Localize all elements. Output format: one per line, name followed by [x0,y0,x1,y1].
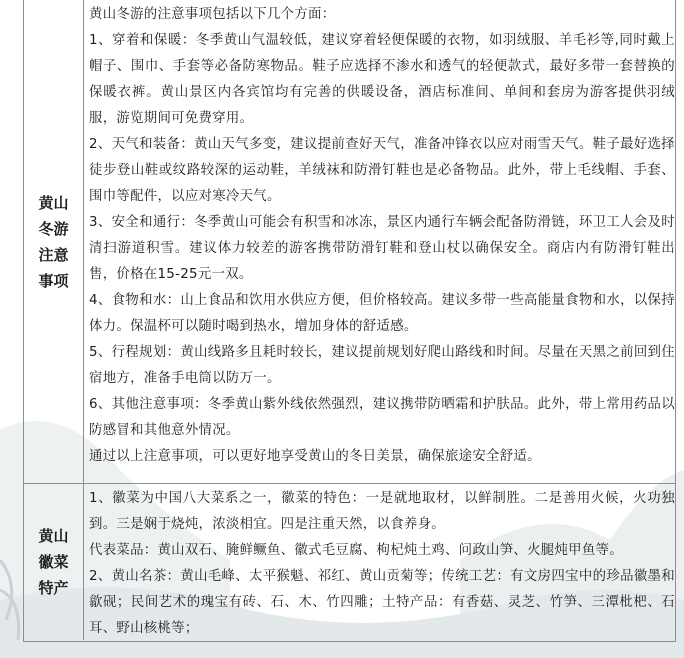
row-label-cell [24,484,84,640]
other-tips-paragraph: 6、其他注意事项：冬季黄山紫外线依然强烈，建议携带防晒霜和护肤品。此外，带上常用药品以防感冒和其他意外情况。 [89,397,675,438]
row-label-winter-tips: 黄山冬游注意事项 [38,193,69,290]
row-label-cell [24,0,84,483]
row-label-cuisine: 黄山徽菜特产 [38,527,69,597]
signature-dishes-paragraph: 代表菜品：黄山双石、腌鲜鳜鱼、徽式毛豆腐、枸杞炖土鸡、问政山笋、火腿炖甲鱼等。 [89,543,623,558]
row-content-cell [85,486,675,642]
travel-info-table [23,0,676,642]
cuisine-intro-paragraph: 1、徽菜为中国八大菜系之一，徽菜的特色：一是就地取材，以鲜制胜。二是善用火候，火功独到。三是娴于烧炖，浓淡相宜。四是注重天然，以食养身。 [89,491,675,532]
specialties-paragraph: 2、黄山名茶：黄山毛峰、太平猴魁、祁红、黄山贡菊等；传统工艺：有文房四宝中的珍品徽墨和歙砚；民间艺术的瑰宝有砖、石、木、竹四雕；土特产品：有香菇、灵芝、竹笋、三潭枇杷、石耳、野山核桃等； [89,569,675,636]
weather-paragraph: 2、天气和装备：黄山天气多变，建议提前查好天气，准备冲锋衣以应对雨雪天气。鞋子最好选择徒步登山鞋或纹路较深的运动鞋，羊绒袜和防滑钉鞋也是必备物品。此外，带上毛线帽、手套、围巾等配件，以应对寒冷天气。 [89,137,675,204]
itinerary-paragraph: 5、行程规划：黄山线路多且耗时较长，建议提前规划好爬山路线和时间。尽量在天黑之前回到住宿地方，准备手电筒以防万一。 [89,345,675,386]
table-row-cuisine [24,484,675,640]
intro-paragraph: 黄山冬游的注意事项包括以下几个方面： [89,7,336,22]
table-row-winter-tips [24,0,675,484]
row-content-cell [85,2,675,470]
food-paragraph: 4、食物和水：山上食品和饮用水供应方便，但价格较高。建议多带一些高能量食物和水，以保持体力。保温杯可以随时喝到热水，增加身体的舒适感。 [89,293,675,334]
conclusion-paragraph: 通过以上注意事项，可以更好地享受黄山的冬日美景，确保旅途安全舒适。 [89,449,541,464]
safety-paragraph: 3、安全和通行：冬季黄山可能会有积雪和冰冻，景区内通行车辆会配备防滑链，环卫工人会及时清扫游道积雪。建议体力较差的游客携带防滑钉鞋和登山杖以确保安全。商店内有防滑钉鞋出售，价格在15-25元一双。 [89,215,675,282]
clothing-paragraph: 1、穿着和保暖：冬季黄山气温较低，建议穿着轻便保暖的衣物，如羽绒服、羊毛衫等,同时戴上帽子、围巾、手套等必备防寒物品。鞋子应选择不渗水和透气的轻便款式，最好多带一套替换的保暖衣裤。黄山景区内各宾馆均有完善的供暖设备，酒店标准间、单间和套房为游客提供羽绒服，游览期间可免费穿用。 [89,33,675,126]
